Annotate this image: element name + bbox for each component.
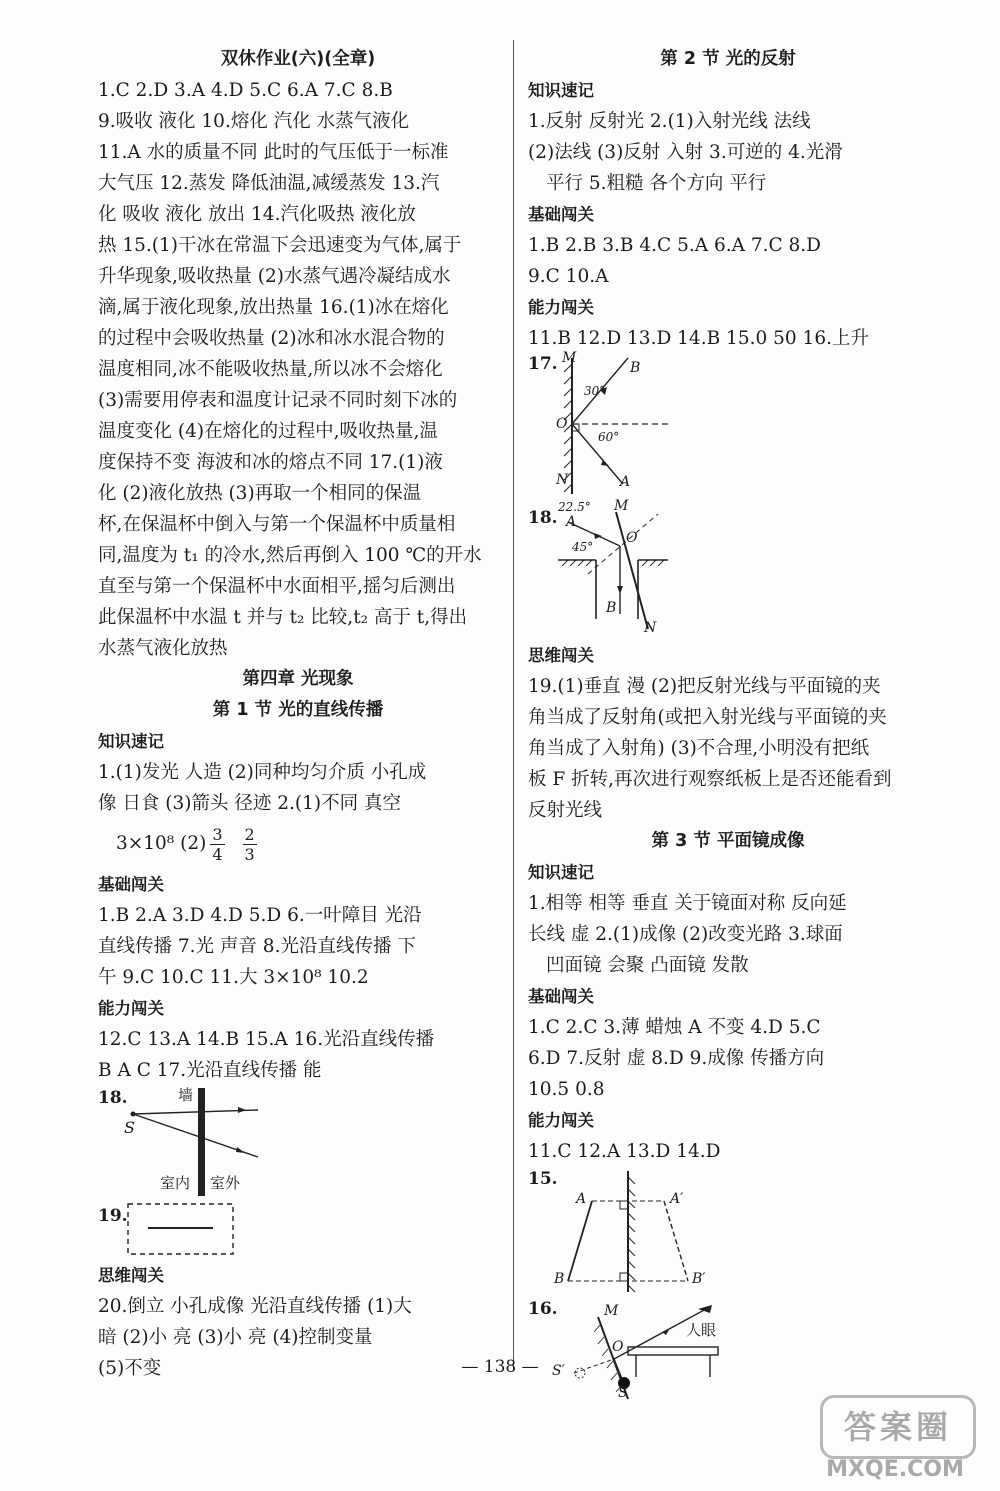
answer-line: 11.B 12.D 13.D 14.B 15.0 50 16.上升 — [528, 328, 869, 349]
point-label-s-prime: S′ — [552, 1363, 565, 1379]
mirror-label-m: M — [562, 350, 577, 366]
page-number: — 138 — — [461, 1357, 539, 1377]
answer-line: (3)需要用停表和温度计记录不同时刻下冰的 — [98, 390, 458, 411]
answer-line: 1.(1)发光 人造 (2)同种均匀介质 小孔成 — [98, 762, 427, 783]
section-title: 第 1 节 光的直线传播 — [212, 700, 384, 720]
answer-line: 暗 (2)小 亮 (3)小 亮 (4)控制变量 — [98, 1327, 373, 1348]
right-angle-mark — [620, 1201, 628, 1209]
answer-line: 大气压 12.蒸发 降低油温,减缓蒸发 13.汽 — [98, 173, 440, 194]
figure-18-periscope: 18. 22.5° M A 45° O B N — [528, 504, 928, 640]
answer-line: 11.C 12.A 13.D 14.D — [528, 1141, 721, 1162]
answer-line: 板 F 折转,再次进行观察纸板上是否还能看到 — [528, 769, 892, 790]
watermark — [800, 1395, 990, 1487]
mirror-label-m: M — [614, 498, 629, 514]
subsection-heading: 基础闯关 — [528, 987, 594, 1006]
wall-diagram — [98, 1086, 498, 1198]
arrow-head — [601, 460, 609, 466]
light-source-point — [131, 1112, 136, 1117]
answer-line: 化 (2)液化放热 (3)再取一个相同的保温 — [98, 483, 422, 504]
subsection-heading: 基础闯关 — [528, 205, 594, 224]
answer-line: 1.B 2.B 3.B 4.C 5.A 6.A 7.C 8.D — [528, 235, 822, 256]
object-ab — [568, 1201, 592, 1281]
point-label-b: B — [606, 600, 617, 616]
figure-15-plane-mirror: 15. A A′ B B′ — [528, 1167, 928, 1299]
mirror-label-m: M — [604, 1303, 619, 1319]
answer-line: 升华现象,吸收热量 (2)水蒸气遇冷凝结成水 — [98, 266, 451, 287]
normal-line — [588, 514, 658, 574]
answer-line: 角当成了反射角(或把入射光线与平面镜的夹 — [528, 707, 887, 728]
angle-label: 45° — [572, 540, 594, 554]
answer-line: 反射光线 — [528, 800, 603, 821]
answer-line: 热 15.(1)干冰在常温下会迅速变为气体,属于 — [98, 235, 462, 256]
periscope-diagram — [528, 504, 928, 640]
wall-label: 墙 — [178, 1086, 194, 1104]
point-label-a: A — [566, 514, 577, 530]
table-top — [628, 1347, 718, 1355]
subsection-heading: 能力闯关 — [98, 999, 164, 1018]
answer-line: 19.(1)垂直 漫 (2)把反射光线与平面镜的夹 — [528, 676, 881, 697]
point-label-a: A — [620, 474, 631, 490]
answer-line: 直至与第一个保温杯中水面相平,摇匀后测出 — [98, 576, 456, 597]
point-label-n: N — [644, 620, 657, 636]
angle-label: 22.5° — [558, 500, 591, 514]
subsection-heading: 知识速记 — [98, 732, 164, 751]
right-angle-mark — [620, 1273, 628, 1281]
dashed-box-diagram — [98, 1198, 498, 1260]
answer-line: 午 9.C 10.C 11.大 3×10⁸ 10.2 — [98, 967, 369, 988]
figure-16-eye-mirror: 16. M O 人眼 S′ S — [528, 1299, 928, 1403]
answer-text: 3×10⁸ (2) — [116, 833, 207, 854]
left-column — [98, 44, 498, 1384]
section-title: 双休作业(六)(全章) — [220, 49, 376, 69]
arrow-head — [662, 1328, 670, 1335]
incident-ray — [614, 1359, 622, 1379]
watermark-url: MXQE.COM — [826, 1457, 964, 1482]
angle-label: 30° — [584, 384, 606, 398]
subsection-heading: 能力闯关 — [528, 1111, 594, 1130]
image-ab — [664, 1201, 688, 1281]
reflection-diagram — [528, 354, 928, 504]
answer-line: B A C 17.光沿直线传播 能 — [98, 1060, 322, 1081]
answer-line: 水蒸气液化放热 — [98, 638, 228, 659]
answer-line: 1.C 2.D 3.A 4.D 5.C 6.A 7.C 8.B — [98, 80, 393, 101]
point-label-a: A — [576, 1191, 587, 1207]
answer-line: 长线 虚 2.(1)成像 (2)改变光路 3.球面 — [528, 924, 843, 945]
answer-line: 11.A 水的质量不同 此时的气压低于一标准 — [98, 142, 449, 163]
arrow-head — [617, 586, 623, 594]
fraction: $\frac{3}{4}$ — [212, 824, 223, 864]
point-label-o: O — [612, 1339, 624, 1355]
answer-line: (5)不变 — [98, 1358, 162, 1379]
answer-line: 凹面镜 会聚 凸面镜 发散 — [546, 955, 749, 976]
answer-line: 1.B 2.A 3.D 4.D 5.D 6.一叶障目 光沿 — [98, 905, 422, 926]
answer-line: 角当成了入射角) (3)不合理,小明没有把纸 — [528, 738, 870, 759]
answer-line: 平行 5.粗糙 各个方向 平行 — [546, 173, 767, 194]
mirror-label-n: N — [556, 472, 569, 488]
right-column — [528, 44, 928, 1403]
answer-line-fraction — [98, 819, 498, 869]
fraction: $\frac{2}{3}$ — [244, 824, 255, 864]
answer-line: 1.相等 相等 垂直 关于镜面对称 反向延 — [528, 893, 847, 914]
point-label-s: S — [618, 1385, 628, 1401]
answer-line: 直线传播 7.光 声音 8.光沿直线传播 下 — [98, 936, 416, 957]
answer-line: 10.5 0.8 — [528, 1079, 605, 1100]
wall — [198, 1088, 205, 1196]
arrow-head — [236, 1147, 245, 1153]
answer-line: 9.吸收 液化 10.熔化 汽化 水蒸气液化 — [98, 111, 410, 132]
point-label-a-prime: A′ — [670, 1191, 684, 1207]
section-title: 第 2 节 光的反射 — [660, 49, 796, 69]
indoor-label: 室内 — [160, 1174, 191, 1192]
figure-17-reflection: 17. M B 30° O 60° N A — [528, 354, 928, 504]
answer-line: 的过程中会吸收热量 (2)冰和冰水混合物的 — [98, 328, 445, 349]
point-label-b-prime: B′ — [692, 1271, 706, 1287]
answer-line: (2)法线 (3)反射 入射 3.可逆的 4.光滑 — [528, 142, 843, 163]
subsection-heading: 思维闯关 — [98, 1266, 164, 1285]
answer-line: 20.倒立 小孔成像 光沿直线传播 (1)大 — [98, 1296, 412, 1317]
source-label: S — [124, 1118, 135, 1137]
answer-line: 9.C 10.A — [528, 266, 609, 287]
answer-line: 12.C 13.A 14.B 15.A 16.光沿直线传播 — [98, 1029, 435, 1050]
subsection-heading: 知识速记 — [528, 81, 594, 100]
eye-label: 人眼 — [686, 1321, 717, 1339]
answer-line: 化 吸收 液化 放出 14.汽化吸热 液化放 — [98, 204, 416, 225]
mirror-image-diagram — [528, 1167, 928, 1299]
virtual-ray — [574, 1359, 614, 1373]
answer-line: 1.反射 反射光 2.(1)入射光线 法线 — [528, 111, 811, 132]
figure-19: 19. — [98, 1198, 498, 1260]
point-label-o: O — [626, 530, 638, 546]
answer-line: 同,温度为 t₁ 的冷水,然后再倒入 100 ℃的开水 — [98, 545, 482, 566]
section-title: 第 3 节 平面镜成像 — [651, 831, 805, 851]
chapter-title: 第四章 光现象 — [242, 669, 354, 689]
point-label-b: B — [554, 1271, 565, 1287]
outdoor-label: 室外 — [210, 1174, 241, 1192]
answer-line: 6.D 7.反射 虚 8.D 9.成像 传播方向 — [528, 1048, 825, 1069]
subsection-heading: 基础闯关 — [98, 875, 164, 894]
subsection-heading: 知识速记 — [528, 863, 594, 882]
point-label-b: B — [630, 360, 641, 376]
arrow-head — [594, 533, 602, 539]
angle-label: 60° — [598, 430, 620, 444]
answer-line: 度保持不变 海波和冰的熔点不同 17.(1)液 — [98, 452, 443, 473]
answer-line: 杯,在保温杯中倒入与第一个保温杯中质量相 — [98, 514, 456, 535]
figure-18-wall-light: 18. 墙 S 室内 室外 — [98, 1086, 498, 1198]
eye-mirror-diagram — [528, 1299, 928, 1403]
subsection-heading: 能力闯关 — [528, 298, 594, 317]
answer-line: 温度变化 (4)在熔化的过程中,吸收热量,温 — [98, 421, 438, 442]
column-divider — [513, 40, 514, 1370]
watermark-logo: 答案圈 — [820, 1395, 976, 1459]
answer-line: 像 日食 (3)箭头 径迹 2.(1)不同 真空 — [98, 793, 401, 814]
answer-line: 1.C 2.C 3.薄 蜡烛 A 不变 4.D 5.C — [528, 1017, 821, 1038]
subsection-heading: 思维闯关 — [528, 646, 594, 665]
answer-line: 滴,属于液化现象,放出热量 16.(1)冰在熔化 — [98, 297, 449, 318]
answer-line: 温度相同,冰不能吸收热量,所以冰不会熔化 — [98, 359, 443, 380]
answer-line: 此保温杯中水温 t 并与 t₂ 比较,t₂ 高于 t,得出 — [98, 607, 468, 628]
arrow-head — [238, 1107, 246, 1113]
point-label-o: O — [556, 416, 568, 432]
